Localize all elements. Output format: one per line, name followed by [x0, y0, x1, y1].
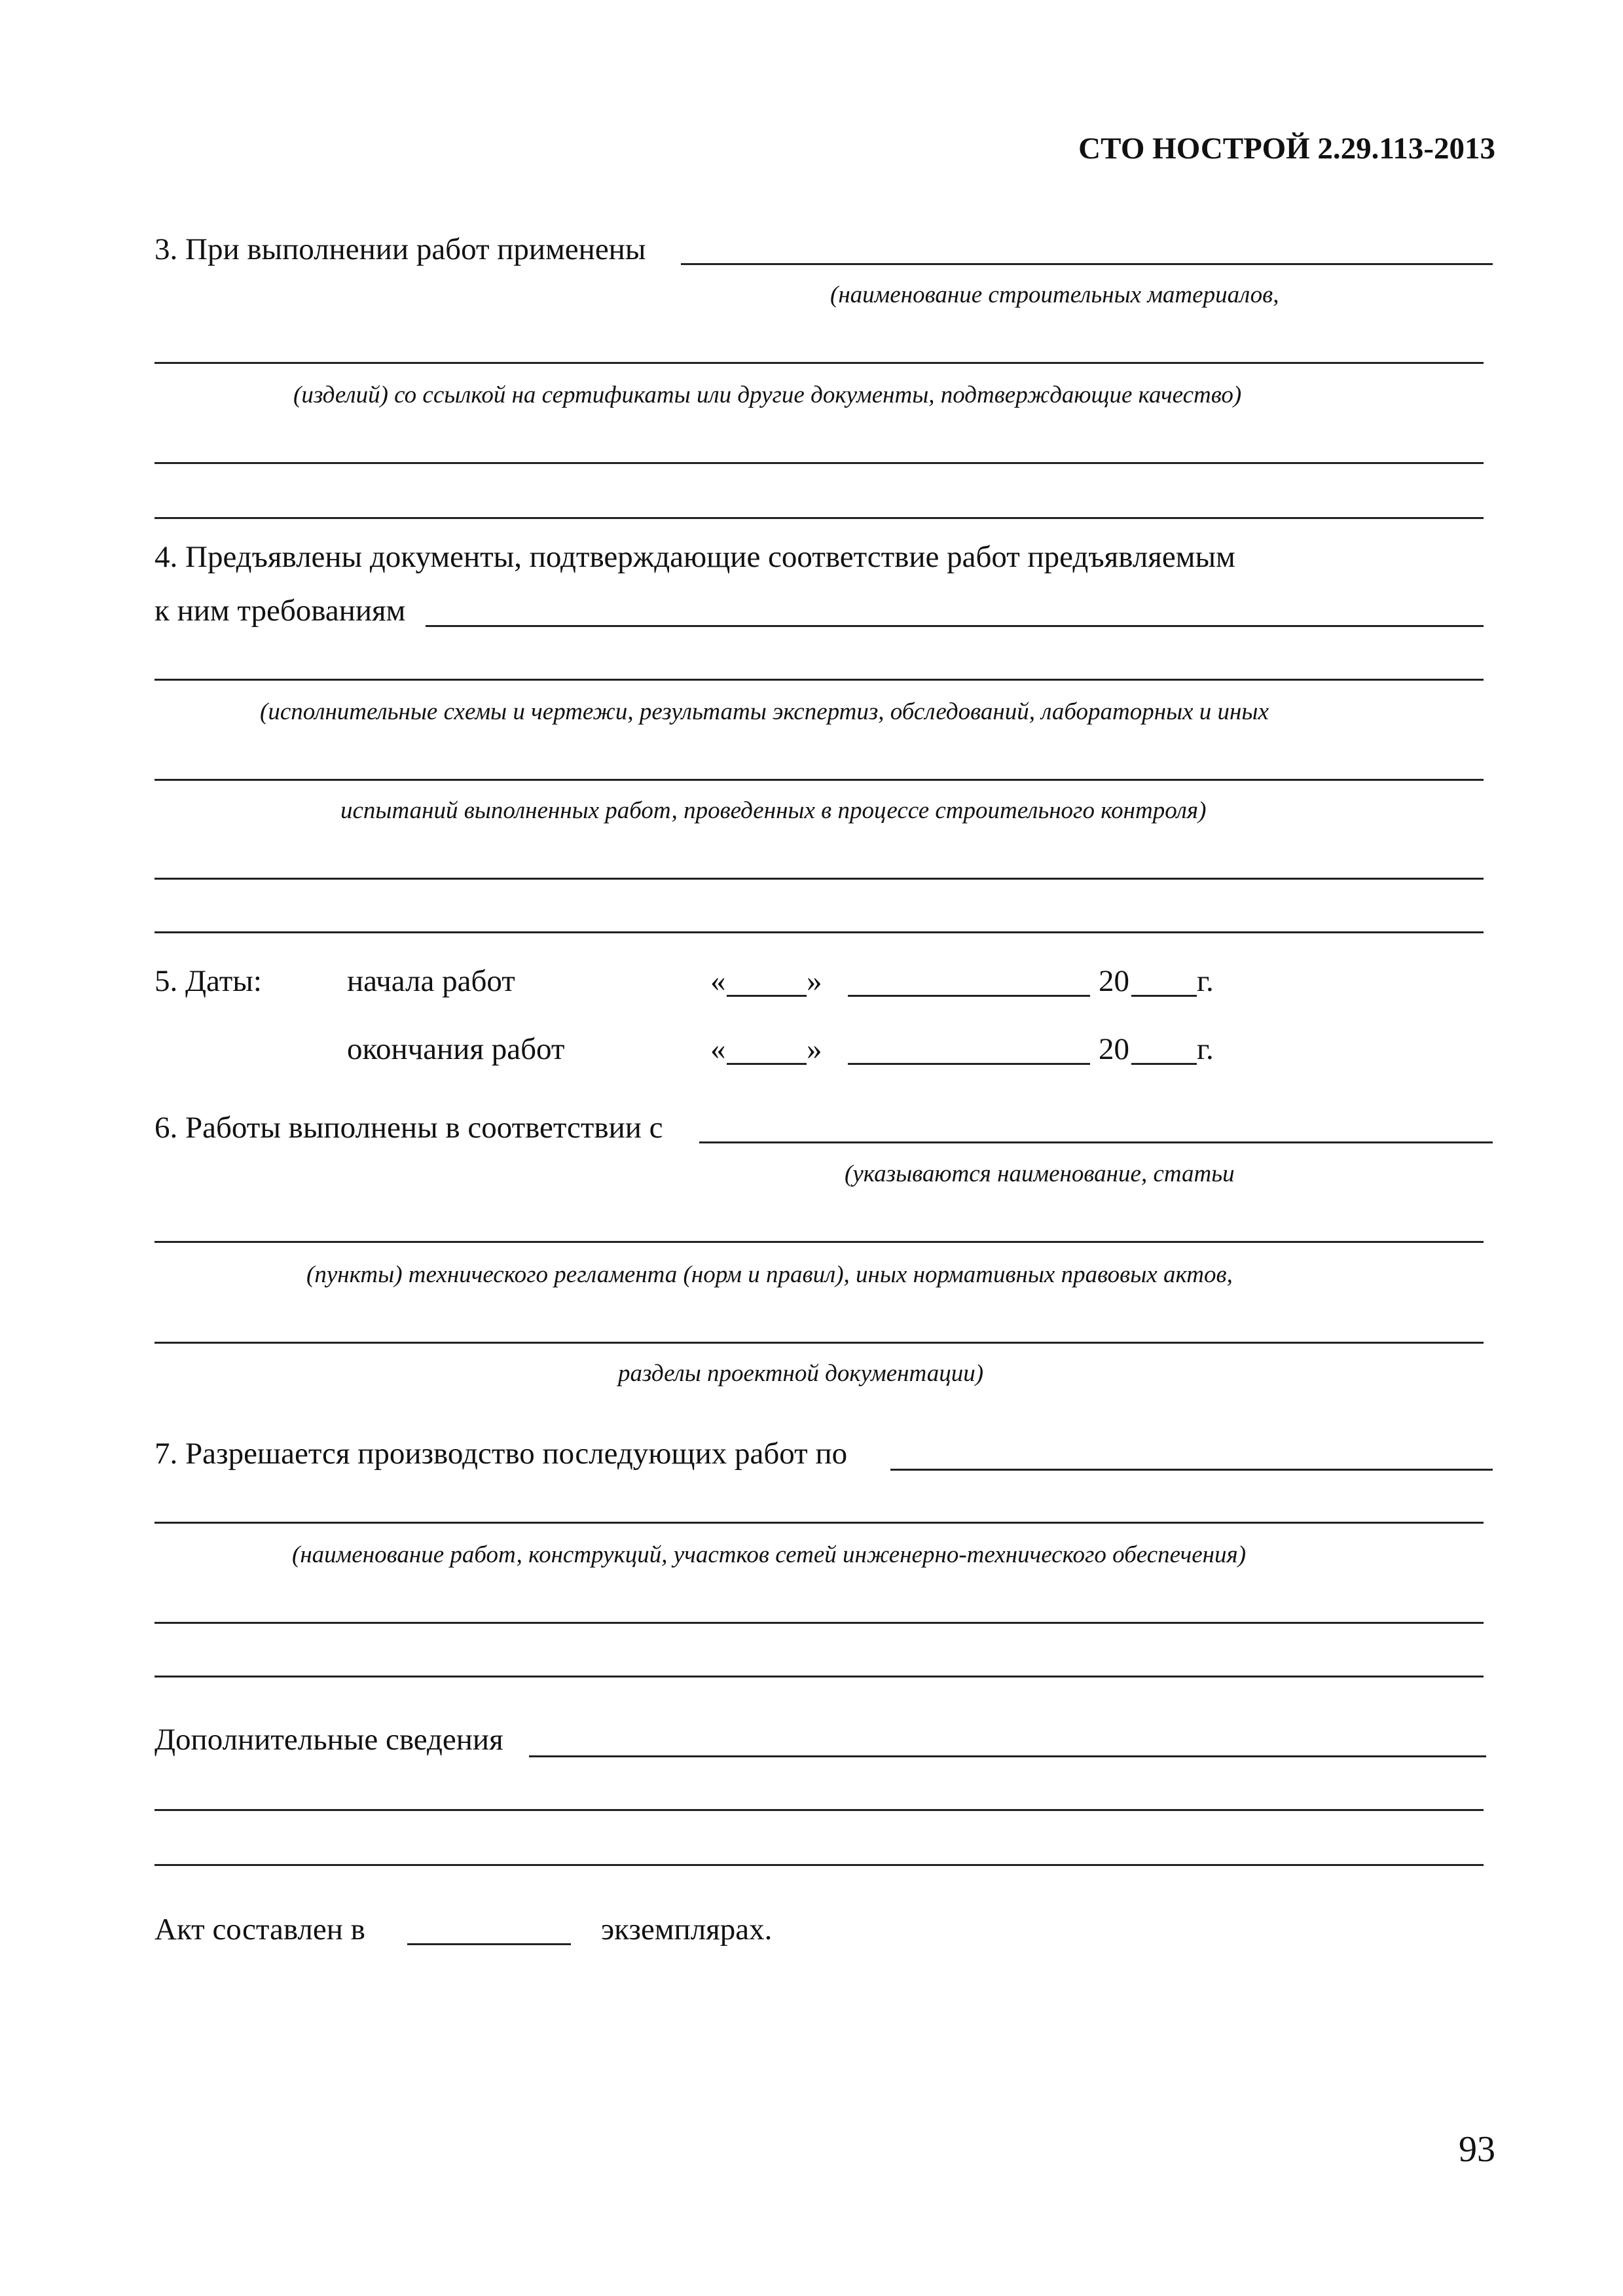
end-year-prefix: 20 — [1099, 1032, 1129, 1066]
start-date-label: начала работ — [347, 964, 515, 998]
section-4-field-5[interactable] — [155, 931, 1484, 933]
section-7-caption-1: (наименование работ, конструкций, участков сетей инженерно-технического обеспечения) — [292, 1541, 1247, 1568]
end-date-label: окончания работ — [347, 1032, 565, 1066]
section-4-field-1[interactable] — [426, 625, 1484, 627]
section-3-caption-2: (изделий) со ссылкой на сертификаты или другие документы, подтверждающие качество) — [293, 382, 1242, 408]
section-3-field-4[interactable] — [155, 517, 1484, 519]
section-6-label: 6. Работы выполнены в соответствии с — [155, 1111, 663, 1145]
start-month-field[interactable] — [848, 995, 1090, 997]
copies-label-before: Акт составлен в — [155, 1912, 365, 1946]
section-7-field-4[interactable] — [155, 1676, 1484, 1677]
section-7-field-3[interactable] — [155, 1622, 1484, 1624]
section-4-field-3[interactable] — [155, 779, 1484, 781]
extra-info-field-3[interactable] — [155, 1864, 1484, 1866]
section-4-caption-2: испытаний выполненных работ, проведенных в процессе строительного контроля) — [340, 797, 1207, 824]
end-year-suffix: г. — [1197, 1032, 1214, 1066]
section-4-caption-1: (исполнительные схемы и чертежи, результаты экспертиз, обследований, лабораторных и иных — [260, 698, 1269, 725]
end-year-field[interactable] — [1131, 1063, 1197, 1065]
document-code: СТО НОСТРОЙ 2.29.113-2013 — [1078, 132, 1495, 166]
section-3-label: 3. При выполнении работ применены — [155, 232, 646, 266]
extra-info-label: Дополнительные сведения — [155, 1723, 503, 1757]
copies-count-field[interactable] — [407, 1943, 571, 1945]
section-6-field-3[interactable] — [155, 1342, 1484, 1344]
section-7-field-2[interactable] — [155, 1522, 1484, 1524]
start-year-field[interactable] — [1131, 995, 1197, 997]
section-4-line-2: к ним требованиям — [155, 594, 406, 628]
section-5-label: 5. Даты: — [155, 964, 262, 998]
section-3-caption-1: (наименование строительных материалов, — [830, 281, 1279, 308]
extra-info-field-1[interactable] — [529, 1755, 1486, 1757]
section-4-field-2[interactable] — [155, 679, 1484, 681]
section-4-field-4[interactable] — [155, 878, 1484, 880]
page-number: 93 — [1459, 2129, 1495, 2170]
start-year-suffix: г. — [1197, 964, 1214, 998]
end-month-field[interactable] — [848, 1063, 1090, 1065]
end-day-field[interactable] — [727, 1063, 807, 1065]
copies-label-after: экземплярах. — [601, 1912, 773, 1946]
start-quote-close: » — [807, 964, 822, 998]
section-6-caption-1: (указываются наименование, статьи — [845, 1160, 1235, 1187]
section-3-field-3[interactable] — [155, 462, 1484, 464]
section-7-label: 7. Разрешается производство последующих работ по — [155, 1437, 848, 1471]
section-4-line-1: 4. Предъявлены документы, подтверждающие соответствие работ предъявляемым — [155, 540, 1235, 574]
section-6-field-1[interactable] — [699, 1141, 1493, 1143]
end-quote-open: « — [710, 1032, 726, 1066]
section-7-field-1[interactable] — [890, 1469, 1493, 1471]
section-6-field-2[interactable] — [155, 1241, 1484, 1243]
start-year-prefix: 20 — [1099, 964, 1129, 998]
end-quote-close: » — [807, 1032, 822, 1066]
start-quote-open: « — [710, 964, 726, 998]
section-6-caption-2: (пункты) технического регламента (норм и правил), иных нормативных правовых актов, — [306, 1261, 1233, 1288]
section-3-field-2[interactable] — [155, 362, 1484, 364]
section-3-field-1[interactable] — [681, 263, 1493, 265]
section-6-caption-3: разделы проектной документации) — [618, 1360, 984, 1387]
extra-info-field-2[interactable] — [155, 1809, 1484, 1811]
start-day-field[interactable] — [727, 995, 807, 997]
